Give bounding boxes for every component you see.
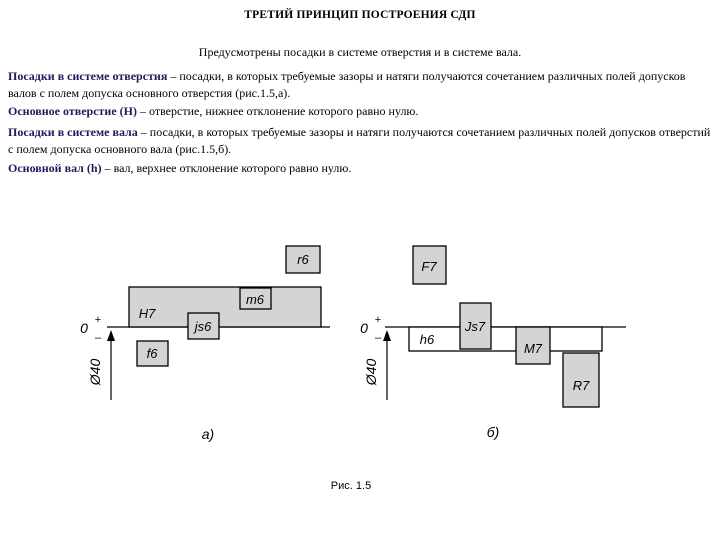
zero-label: 0 xyxy=(80,320,88,336)
definition-term: Посадки в системе отверстия xyxy=(8,69,168,83)
caption-a: а) xyxy=(201,426,215,442)
dimension-label: Ø40 xyxy=(87,358,103,386)
figure-caption: Рис. 1.5 xyxy=(330,480,372,492)
page-title: ТРЕТИЙ ПРИНЦИП ПОСТРОЕНИЯ СДП xyxy=(244,9,476,21)
label-h6: h6 xyxy=(419,332,435,347)
definition-term: Основное отверстие (H) xyxy=(8,104,137,118)
field-H7 xyxy=(129,287,321,327)
label-M7: M7 xyxy=(523,341,543,356)
diagram-shaft-system xyxy=(360,246,626,440)
diagram-hole-system xyxy=(80,246,330,442)
intro-text: Предусмотрены посадки в системе отверстия и в системе вала. xyxy=(198,45,522,59)
arrow-up-icon xyxy=(383,330,391,341)
definition-text: – посадки, в которых требуемые зазоры и натяги получаются сочетанием различных полей допусков отверстий с полем допуска основного вала (рис.1.5,б). xyxy=(8,125,711,156)
definition-term: Основной вал (h) xyxy=(8,161,102,175)
plus-sign: + xyxy=(374,314,382,326)
label-Js7: Js7 xyxy=(464,319,486,334)
definition-term: Посадки в системе вала xyxy=(8,125,138,139)
caption-b: б) xyxy=(486,424,500,440)
label-H7: H7 xyxy=(138,306,156,321)
label-m6: m6 xyxy=(245,292,265,307)
definition-text: – вал, верхнее отклонение которого равно нулю. xyxy=(101,161,352,175)
label-F7: F7 xyxy=(421,259,437,274)
label-js6: js6 xyxy=(194,319,212,334)
zero-label: 0 xyxy=(360,320,368,336)
label-r6: r6 xyxy=(297,252,309,267)
definition-text: – отверстие, нижнее отклонение которого равно нулю. xyxy=(137,104,419,118)
minus-sign: – xyxy=(374,332,382,344)
label-R7: R7 xyxy=(572,378,590,393)
minus-sign: – xyxy=(94,332,102,344)
dimension-label: Ø40 xyxy=(363,358,379,386)
plus-sign: + xyxy=(94,314,102,326)
arrow-up-icon xyxy=(107,330,115,341)
field-h6 xyxy=(409,327,602,351)
definition-text: – посадки, в которых требуемые зазоры и натяги получаются сочетанием различных полей допусков валов с полем допуска основного отверстия (рис.1.5,а). xyxy=(8,69,686,100)
label-f6: f6 xyxy=(146,346,158,361)
